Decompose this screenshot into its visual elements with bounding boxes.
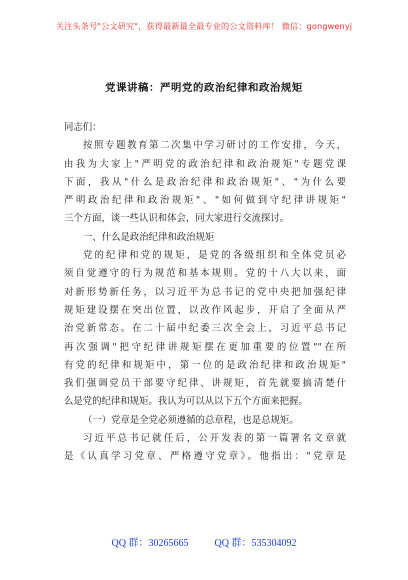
paragraph-line: 对新形势新任务，以习近平为总书记的党中央把加强纪律 [64, 286, 346, 298]
paragraph-line: 须自觉遵守的行为规范和基本规则。党的十八大以来，面 [64, 268, 346, 280]
paragraph-line: 习近平总书记就任后，公开发表的第一篇署名文章就 [83, 433, 346, 445]
paragraph-line: 党的纪律和党的规矩，是党的各级组织和全体党员必 [83, 250, 346, 262]
paragraph-line: 有党的纪律和规矩中，第一位的是政治纪律和政治规矩" [64, 359, 346, 371]
qq-group-2: QQ 群：535304092 [214, 538, 297, 549]
paragraph-line: 么是党的纪律和规矩。我认为可以从以下五个方面来把握。 [64, 396, 308, 408]
paragraph-line: 三个方面，谈一些认识和体会，同大家进行交流探讨。 [64, 213, 290, 225]
paragraph-line: 按照专题教育第二次集中学习研讨的工作安排，今天， [83, 140, 346, 152]
paragraph-line: 再次强调"把守纪律讲规矩摆在更加重要的位置""在所 [64, 341, 346, 353]
paragraph-line: 下面，我从"什么是政治纪律和政治规矩"、"为什么要 [64, 176, 346, 188]
paragraph-line: 是《认真学习党章、严格遵守党章》。他指出："党章是 [64, 451, 346, 463]
paragraph-line: 我们强调党员干部要守纪律、讲规矩，首先就要搞清楚什 [64, 378, 346, 390]
document-body [64, 119, 346, 467]
paragraph-line: 由我为大家上"严明党的政治纪律和政治规矩"专题党课 [64, 158, 346, 170]
document-title: 党课讲稿：严明党的政治纪律和政治规矩 [105, 82, 303, 94]
top-banner: 关注头条号"公文研究"，获得最新最全最专业的公文资料库！ 微信：gongwenyj [55, 21, 353, 31]
footer-contact [0, 534, 408, 549]
subsection-heading: （一）党章是全党必须遵循的总章程，也是总规矩。 [83, 414, 299, 426]
paragraph-line: 治党新常态。在二十届中纪委三次全会上，习近平总书记 [64, 323, 346, 335]
paragraph-line: 严明政治纪律和政治规矩"、"如何做到守纪律讲规矩" [64, 195, 346, 207]
salutation-line: 同志们： [64, 122, 102, 133]
paragraph-line: 规矩建设摆在突出位置，以改作风起步，开启了全面从严 [64, 304, 346, 316]
section-heading: 一、什么是政治纪律和政治规矩 [83, 231, 215, 243]
qq-group-1: QQ 群：30265665 [111, 538, 189, 549]
